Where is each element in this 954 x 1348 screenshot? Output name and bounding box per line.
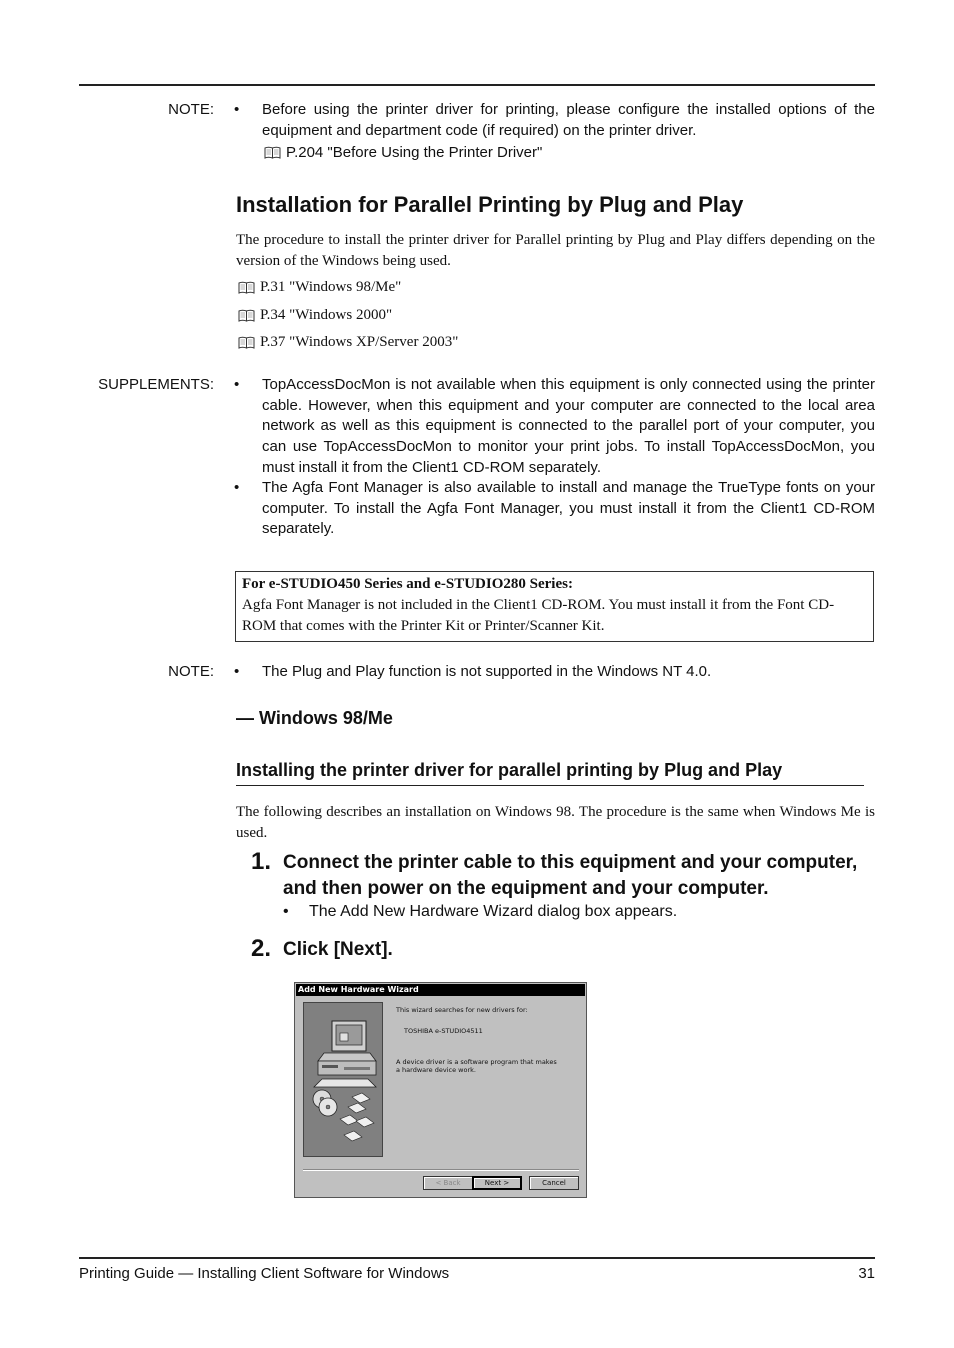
bullet: •: [234, 101, 240, 118]
wizard-illustration: [303, 1002, 383, 1157]
reference-text: P.34 "Windows 2000": [260, 307, 393, 323]
supplement-item: The Agfa Font Manager is also available to install and manage the TrueType fonts on your computer. To install the Agfa Font Manager, you must install it from the Client1 CD-ROM separately.: [262, 479, 875, 538]
device-name: TOSHIBA e-STUDIO4511: [404, 1027, 483, 1035]
next-button[interactable]: Next >: [472, 1176, 522, 1190]
footer-title: Printing Guide — Installing Client Software for Windows: [79, 1265, 450, 1282]
dialog-title: Add New Hardware Wizard: [296, 984, 585, 996]
dialog-line2: A device driver is a software program that makes a hardware device work.: [396, 1058, 557, 1074]
bullet: •: [234, 479, 240, 496]
cross-reference[interactable]: [238, 279, 401, 296]
section-intro: The procedure to install the printer driver for Parallel printing by Plug and Play differs depending on the version of the Windows being used.: [236, 232, 875, 269]
windows-heading: — Windows 98/Me: [236, 708, 393, 728]
book-icon: [264, 146, 281, 159]
box-text: Agfa Font Manager is not included in the Client1 CD-ROM. You must install it from the Font CD-ROM that comes with the Printer Kit or Printer/Scanner Kit.: [242, 597, 835, 634]
book-icon: [238, 336, 255, 349]
reference-text: P.31 "Windows 98/Me": [260, 279, 402, 295]
top-rule: [79, 84, 875, 86]
note-text: The Plug and Play function is not supported in the Windows NT 4.0.: [262, 663, 712, 680]
back-button[interactable]: < Back: [423, 1176, 473, 1190]
bullet: •: [283, 903, 289, 920]
step-subtext: The Add New Hardware Wizard dialog box appears.: [309, 903, 678, 920]
note-label: NOTE:: [168, 101, 214, 118]
page-number: 31: [858, 1265, 875, 1282]
step-number: 2.: [251, 935, 272, 962]
bullet: •: [234, 376, 240, 393]
supplement-item: TopAccessDocMon is not available when this equipment is only connected using the printer cable. However, when this equipment and your computer are connected to the local area network as well as this equipment is connected to the parallel port of your computer, you can use TopAccessDocMon to monitor your print jobs. To install TopAccessDocMon, you must install it from the Client1 CD-ROM separately.: [262, 376, 875, 476]
book-icon: [238, 281, 255, 294]
supplements-label: SUPPLEMENTS:: [98, 376, 214, 393]
cross-reference[interactable]: [264, 144, 542, 161]
add-hardware-wizard-dialog: [294, 982, 587, 1198]
cross-reference[interactable]: [238, 334, 458, 351]
dialog-separator: [303, 1169, 579, 1171]
bottom-rule: [79, 1257, 875, 1259]
heading-underline: [236, 785, 864, 786]
note-text: Before using the printer driver for printing, please configure the installed options of the equipment and department code (if required) on the printer driver.: [262, 101, 875, 139]
computer-icon: [304, 1003, 382, 1156]
note-label: NOTE:: [168, 663, 214, 680]
procedure-intro: The following describes an installation on Windows 98. The procedure is the same when Windows Me is used.: [236, 804, 875, 841]
reference-text: P.37 "Windows XP/Server 2003": [260, 334, 459, 350]
book-icon: [238, 309, 255, 322]
box-heading: For e-STUDIO450 Series and e-STUDIO280 Series:: [242, 576, 573, 592]
step-number: 1.: [251, 848, 272, 875]
step-text: Click [Next].: [283, 939, 393, 960]
bullet: •: [234, 663, 240, 680]
cancel-button[interactable]: Cancel: [529, 1176, 579, 1190]
step-text: Connect the printer cable to this equipment and your computer, and then power on the equipment and your computer.: [283, 852, 858, 899]
section-title: Installation for Parallel Printing by Plug and Play: [236, 192, 744, 217]
model-note-box: [235, 571, 874, 642]
cross-reference[interactable]: [238, 307, 392, 324]
dialog-line1: This wizard searches for new drivers for:: [396, 1006, 528, 1014]
reference-text: P.204 "Before Using the Printer Driver": [286, 144, 543, 161]
procedure-heading: Installing the printer driver for parallel printing by Plug and Play: [236, 760, 783, 780]
